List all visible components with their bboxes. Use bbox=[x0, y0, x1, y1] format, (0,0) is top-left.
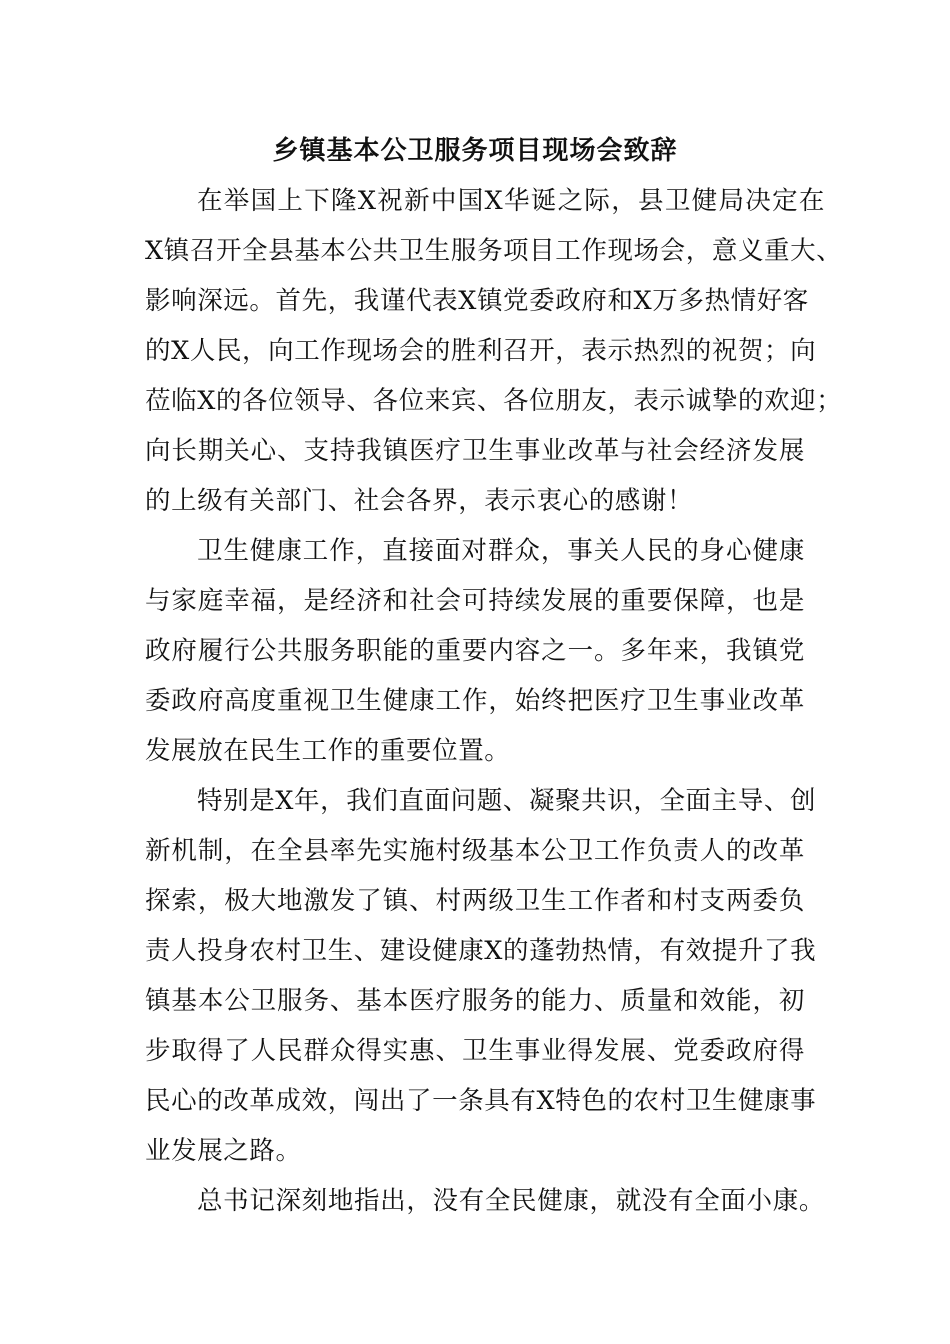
paragraph-3-line-3: 探索，极大地激发了镇、村两级卫生工作者和村支两委负 bbox=[145, 886, 805, 916]
paragraph-1-line-3: 影响深远。首先，我谨代表X镇党委政府和X万多热情好客 bbox=[145, 286, 809, 316]
paragraph-1-line-2: X镇召开全县基本公共卫生服务项目工作现场会，意义重大、 bbox=[145, 236, 843, 266]
paragraph-3-line-7: 民心的改革成效，闯出了一条具有X特色的农村卫生健康事 bbox=[145, 1086, 817, 1116]
paragraph-3-line-2: 新机制，在全县率先实施村级基本公卫工作负责人的改革 bbox=[145, 836, 805, 866]
paragraph-3-line-4: 责人投身农村卫生、建设健康X的蓬勃热情，有效提升了我 bbox=[145, 936, 817, 966]
paragraph-2-line-3: 政府履行公共服务职能的重要内容之一。多年来，我镇党 bbox=[145, 636, 805, 666]
paragraph-3-line-8: 业发展之路。 bbox=[145, 1136, 302, 1166]
document-title: 乡镇基本公卫服务项目现场会致辞 bbox=[272, 136, 678, 166]
paragraph-1-line-1: 在举国上下隆X祝新中国X华诞之际，县卫健局决定在 bbox=[197, 186, 825, 216]
paragraph-2-line-5: 发展放在民生工作的重要位置。 bbox=[145, 736, 511, 766]
paragraph-2-line-1: 卫生健康工作，直接面对群众，事关人民的身心健康 bbox=[197, 536, 805, 566]
paragraph-4-line-1: 总书记深刻地指出，没有全民健康，就没有全面小康。 bbox=[197, 1186, 825, 1216]
paragraph-2-line-2: 与家庭幸福，是经济和社会可持续发展的重要保障，也是 bbox=[145, 586, 805, 616]
paragraph-1-line-7: 的上级有关部门、社会各界，表示衷心的感谢！ bbox=[145, 486, 694, 516]
paragraph-1-line-4: 的X人民，向工作现场会的胜利召开，表示热烈的祝贺；向 bbox=[145, 336, 817, 366]
paragraph-3-line-5: 镇基本公卫服务、基本医疗服务的能力、质量和效能，初 bbox=[145, 986, 805, 1016]
paragraph-2-line-4: 委政府高度重视卫生健康工作，始终把医疗卫生事业改革 bbox=[145, 686, 805, 716]
paragraph-3-line-1: 特别是X年，我们直面问题、凝聚共识，全面主导、创 bbox=[197, 786, 817, 816]
paragraph-1-line-6: 向长期关心、支持我镇医疗卫生事业改革与社会经济发展 bbox=[145, 436, 805, 466]
paragraph-3-line-6: 步取得了人民群众得实惠、卫生事业得发展、党委政府得 bbox=[145, 1036, 805, 1066]
paragraph-1-line-5: 莅临X的各位领导、各位来宾、各位朋友，表示诚挚的欢迎； bbox=[145, 386, 843, 416]
